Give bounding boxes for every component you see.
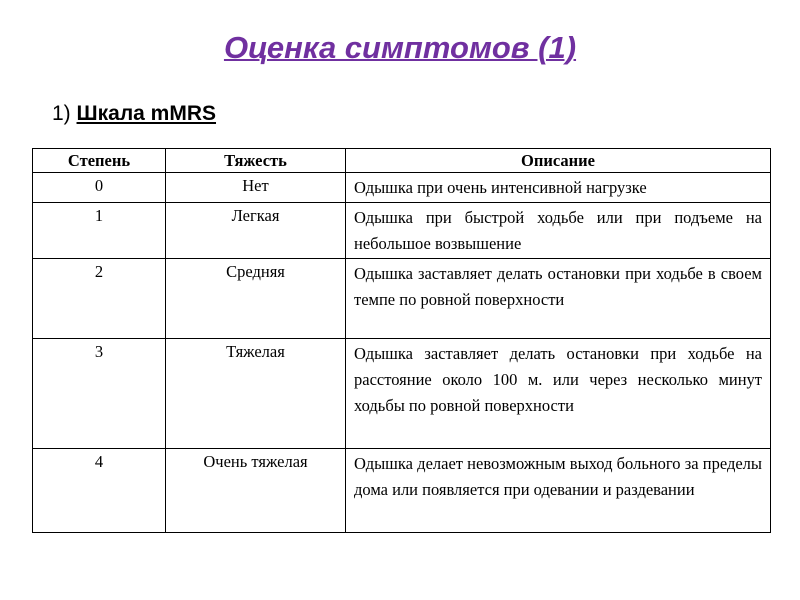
cell-grade: 2 (33, 259, 166, 339)
subtitle-text: Шкала mMRS (76, 102, 217, 125)
cell-severity: Очень тяжелая (166, 449, 346, 533)
table-row (33, 339, 771, 449)
table-row (33, 259, 771, 339)
header-description: Описание (346, 149, 771, 173)
cell-description: Одышка заставляет делать остановки при ходьбе в своем темпе по ровной поверхности (346, 259, 771, 339)
slide-title: Оценка симптомов (1) (223, 30, 577, 65)
cell-severity: Нет (166, 173, 346, 203)
slide-subtitle (52, 102, 216, 126)
table-row (33, 449, 771, 533)
subtitle-number: 1) (52, 102, 71, 125)
cell-grade: 3 (33, 339, 166, 449)
table-header-row (33, 149, 771, 173)
mmrc-scale-table (32, 148, 771, 533)
cell-description: Одышка при очень интенсивной нагрузке (346, 173, 771, 203)
cell-grade: 0 (33, 173, 166, 203)
cell-severity: Тяжелая (166, 339, 346, 449)
cell-severity: Средняя (166, 259, 346, 339)
cell-description: Одышка заставляет делать остановки при ходьбе на расстояние около 100 м. или через несколько минут ходьбы по ровной поверхности (346, 339, 771, 449)
cell-description: Одышка при быстрой ходьбе или при подъеме на небольшое возвышение (346, 203, 771, 259)
table-row (33, 173, 771, 203)
cell-grade: 1 (33, 203, 166, 259)
header-grade: Степень (33, 149, 166, 173)
cell-severity: Легкая (166, 203, 346, 259)
header-severity: Тяжесть (166, 149, 346, 173)
cell-description: Одышка делает невозможным выход больного за пределы дома или появляется при одевании и раздевании (346, 449, 771, 533)
cell-grade: 4 (33, 449, 166, 533)
table-row (33, 203, 771, 259)
